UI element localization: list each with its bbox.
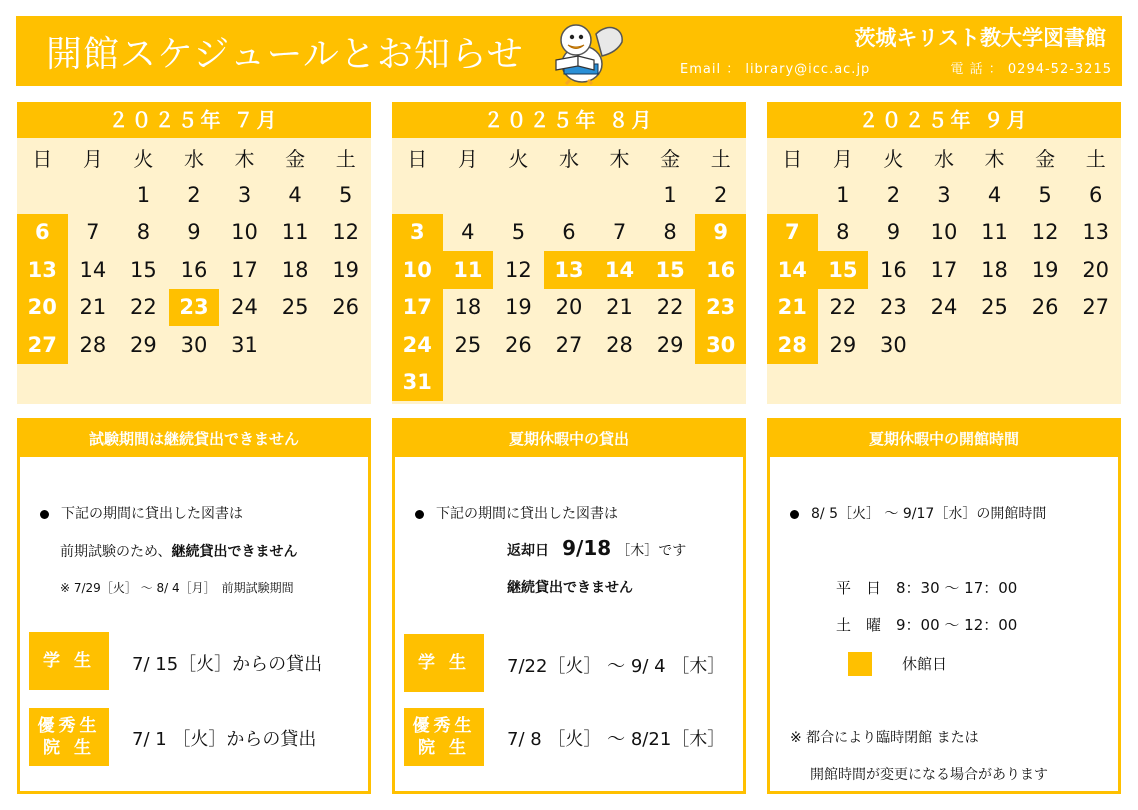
day-cell: 19 bbox=[1031, 257, 1059, 282]
calendar-grid bbox=[17, 138, 371, 364]
library-name: 茨城キリスト教大学図書館 bbox=[854, 26, 1106, 50]
return-date: 9/18 bbox=[562, 536, 612, 560]
box-title: 夏期休暇中の貸出 bbox=[395, 421, 743, 457]
empty-day-cell bbox=[767, 176, 818, 214]
day-cell: 15 bbox=[818, 251, 869, 289]
day-cell: 4 bbox=[987, 182, 1002, 207]
day-cell: 9 bbox=[695, 214, 746, 252]
weekday-row bbox=[392, 138, 746, 176]
day-cell: 17 bbox=[392, 289, 443, 327]
calendar-title: ２０２５年 ８月 bbox=[392, 102, 746, 138]
weekday-hours: 平 日 8：30 ～ 17：00 bbox=[836, 579, 1018, 597]
week-row bbox=[392, 214, 746, 252]
weekday-header: 金 bbox=[660, 146, 681, 171]
day-cell: 22 bbox=[656, 295, 684, 320]
calendar-title: ２０２５年 ９月 bbox=[767, 102, 1121, 138]
day-cell: 29 bbox=[130, 332, 157, 357]
student-loan-period: 7/22［火］ ～ 9/ 4 ［木］ bbox=[507, 656, 726, 677]
return-day: ［木］です bbox=[616, 543, 687, 559]
day-cell: 19 bbox=[332, 257, 360, 282]
student-loan-text: 7/ 15［火］からの貸出 bbox=[132, 654, 323, 675]
day-cell: 18 bbox=[981, 257, 1008, 282]
day-cell: 26 bbox=[505, 332, 532, 357]
day-cell: 17 bbox=[231, 257, 258, 282]
day-cell: 29 bbox=[829, 332, 857, 357]
box-line: 下記の期間に貸出した図書は bbox=[415, 503, 618, 523]
day-cell: 9 bbox=[187, 220, 201, 245]
page-title: 開館スケジュールとお知らせ bbox=[46, 34, 524, 75]
empty-day-cell bbox=[1070, 326, 1121, 364]
week-row bbox=[767, 176, 1121, 214]
day-cell: 4 bbox=[461, 220, 475, 245]
empty-day-cell bbox=[443, 364, 494, 402]
box-emphasis: 継続貸出できません bbox=[507, 580, 633, 596]
box-line: 8/ 5［火］ ～ 9/17［水］の開館時間 bbox=[790, 503, 1046, 523]
week-row bbox=[392, 326, 746, 364]
weekday-header: 木 bbox=[984, 146, 1005, 171]
day-cell: 3 bbox=[392, 214, 443, 252]
day-cell: 3 bbox=[237, 182, 252, 207]
day-cell: 11 bbox=[281, 220, 309, 245]
day-cell: 28 bbox=[606, 332, 633, 357]
day-cell: 11 bbox=[443, 251, 494, 289]
day-cell: 25 bbox=[981, 295, 1008, 320]
day-cell: 23 bbox=[169, 289, 220, 327]
day-cell: 10 bbox=[930, 220, 958, 245]
calendar-september bbox=[767, 102, 1121, 404]
day-cell: 2 bbox=[187, 182, 201, 207]
day-cell: 12 bbox=[1031, 220, 1059, 245]
weekday-header: 火 bbox=[133, 146, 154, 171]
day-cell: 1 bbox=[663, 182, 677, 207]
summer-hours-notice bbox=[767, 418, 1121, 794]
day-cell: 31 bbox=[392, 364, 443, 402]
day-cell: 5 bbox=[339, 182, 353, 207]
day-cell: 14 bbox=[767, 251, 818, 289]
weekday-header: 月 bbox=[82, 146, 103, 171]
empty-day-cell bbox=[68, 176, 119, 214]
day-cell: 7 bbox=[767, 214, 818, 252]
day-cell: 20 bbox=[1082, 257, 1110, 282]
day-cell: 26 bbox=[1031, 295, 1059, 320]
day-cell: 10 bbox=[392, 251, 443, 289]
day-cell: 24 bbox=[231, 295, 258, 320]
day-cell: 30 bbox=[695, 326, 746, 364]
empty-day-cell bbox=[544, 176, 595, 214]
box-emphasis: 継続貸出できません bbox=[171, 544, 298, 560]
weekday-header: 日 bbox=[32, 146, 53, 171]
day-cell: 27 bbox=[17, 326, 68, 364]
box-line: 下記の期間に貸出した図書は bbox=[40, 503, 243, 523]
empty-day-cell bbox=[695, 364, 746, 402]
day-cell: 13 bbox=[17, 251, 68, 289]
day-cell: 21 bbox=[606, 295, 633, 320]
week-row bbox=[767, 214, 1121, 252]
day-cell: 3 bbox=[937, 182, 951, 207]
grad-loan-text: 7/ 1 ［火］からの貸出 bbox=[132, 729, 317, 750]
day-cell: 21 bbox=[79, 295, 107, 320]
day-cell: 21 bbox=[767, 289, 818, 327]
student-tag: 学 生 bbox=[29, 632, 109, 690]
note-line: ※ 都合により臨時閉館 または bbox=[790, 730, 979, 746]
weekday-header: 火 bbox=[883, 146, 904, 171]
day-cell: 17 bbox=[930, 257, 958, 282]
empty-day-cell bbox=[17, 176, 68, 214]
day-cell: 23 bbox=[880, 295, 907, 320]
empty-day-cell bbox=[443, 176, 494, 214]
empty-day-cell bbox=[392, 176, 443, 214]
empty-day-cell bbox=[493, 176, 544, 214]
day-cell: 18 bbox=[454, 295, 482, 320]
weekday-header: 土 bbox=[710, 146, 731, 171]
day-cell: 28 bbox=[767, 326, 818, 364]
day-cell: 6 bbox=[562, 220, 576, 245]
weekday-header: 水 bbox=[933, 146, 954, 171]
day-cell: 20 bbox=[17, 289, 68, 327]
note-line: 開館時間が変更になる場合があります bbox=[810, 767, 1048, 783]
day-cell: 4 bbox=[288, 182, 302, 207]
week-row bbox=[17, 289, 371, 327]
weekday-header: 月 bbox=[457, 146, 478, 171]
summer-loan-notice bbox=[392, 418, 746, 794]
weekday-header: 土 bbox=[1085, 146, 1106, 171]
weekday-header: 日 bbox=[407, 146, 428, 171]
day-cell: 1 bbox=[136, 182, 151, 207]
week-row bbox=[392, 289, 746, 327]
empty-day-cell bbox=[544, 364, 595, 402]
week-row bbox=[17, 176, 371, 214]
day-cell: 31 bbox=[231, 332, 258, 357]
day-cell: 2 bbox=[714, 182, 728, 207]
grad-tag-line2: 院 生 bbox=[43, 738, 95, 758]
week-row bbox=[392, 176, 746, 214]
day-cell: 25 bbox=[281, 295, 309, 320]
day-cell: 25 bbox=[454, 332, 482, 357]
weekday-header: 金 bbox=[1035, 146, 1056, 171]
closed-legend-swatch bbox=[848, 652, 872, 676]
empty-day-cell bbox=[645, 364, 696, 402]
day-cell: 5 bbox=[511, 220, 526, 245]
day-cell: 8 bbox=[836, 220, 850, 245]
day-cell: 13 bbox=[544, 251, 595, 289]
grad-tag-line1: 優秀生 bbox=[37, 715, 101, 736]
phone-contact: 電 話 ： 0294-52-3215 bbox=[950, 62, 1112, 77]
day-cell: 22 bbox=[829, 295, 857, 320]
empty-day-cell bbox=[320, 326, 371, 364]
day-cell: 7 bbox=[86, 220, 100, 245]
day-cell: 18 bbox=[281, 257, 309, 282]
empty-day-cell bbox=[270, 326, 321, 364]
week-row bbox=[17, 326, 371, 364]
empty-day-cell bbox=[1020, 326, 1071, 364]
day-cell: 9 bbox=[886, 220, 901, 245]
grad-tag bbox=[29, 708, 109, 766]
week-row bbox=[767, 251, 1121, 289]
day-cell: 27 bbox=[1082, 295, 1110, 320]
closed-legend-label: 休館日 bbox=[902, 655, 948, 673]
calendar-grid bbox=[392, 138, 746, 401]
day-cell: 8 bbox=[663, 220, 677, 245]
grad-tag-line2: 院 生 bbox=[418, 738, 470, 758]
exam-period-notice bbox=[17, 418, 371, 794]
day-cell: 13 bbox=[1082, 220, 1110, 245]
day-cell: 6 bbox=[1089, 182, 1103, 207]
week-row bbox=[392, 364, 746, 402]
day-cell: 26 bbox=[332, 295, 360, 320]
day-cell: 10 bbox=[231, 220, 258, 245]
empty-day-cell bbox=[969, 326, 1020, 364]
day-cell: 28 bbox=[79, 332, 107, 357]
weekday-header: 火 bbox=[508, 146, 529, 171]
weekday-header: 日 bbox=[782, 146, 803, 171]
week-row bbox=[17, 214, 371, 252]
calendar-title: ２０２５年 ７月 bbox=[17, 102, 371, 138]
day-cell: 29 bbox=[656, 332, 684, 357]
day-cell: 23 bbox=[695, 289, 746, 327]
day-cell: 12 bbox=[332, 220, 360, 245]
header-banner bbox=[16, 16, 1122, 86]
return-label: 返却日 bbox=[507, 543, 549, 559]
week-row bbox=[17, 251, 371, 289]
box-text: 前期試験のため、 bbox=[60, 544, 172, 560]
empty-day-cell bbox=[594, 364, 645, 402]
day-cell: 24 bbox=[392, 326, 443, 364]
day-cell: 14 bbox=[594, 251, 645, 289]
day-cell: 30 bbox=[880, 332, 907, 357]
day-cell: 1 bbox=[836, 182, 850, 207]
day-cell: 16 bbox=[695, 251, 746, 289]
weekday-header: 土 bbox=[335, 146, 356, 171]
box-title: 夏期休暇中の開館時間 bbox=[770, 421, 1118, 457]
day-cell: 6 bbox=[17, 214, 68, 252]
day-cell: 20 bbox=[555, 295, 583, 320]
week-row bbox=[767, 326, 1121, 364]
grad-loan-period: 7/ 8 ［火］ ～ 8/21［木］ bbox=[507, 729, 726, 750]
day-cell: 15 bbox=[645, 251, 696, 289]
day-cell: 8 bbox=[136, 220, 151, 245]
week-row bbox=[392, 251, 746, 289]
day-cell: 14 bbox=[79, 257, 107, 282]
empty-day-cell bbox=[493, 364, 544, 402]
exam-period-note: ※ 7/29［火］ ～ 8/ 4［月］ 前期試験期間 bbox=[60, 581, 294, 595]
day-cell: 16 bbox=[880, 257, 907, 282]
return-date-line bbox=[507, 536, 686, 560]
weekday-header: 木 bbox=[609, 146, 630, 171]
weekday-header: 月 bbox=[832, 146, 853, 171]
week-row bbox=[767, 289, 1121, 327]
day-cell: 2 bbox=[886, 182, 901, 207]
day-cell: 19 bbox=[505, 295, 532, 320]
day-cell: 7 bbox=[612, 220, 627, 245]
day-cell: 12 bbox=[505, 257, 532, 282]
day-cell: 11 bbox=[981, 220, 1008, 245]
weekday-header: 金 bbox=[285, 146, 306, 171]
saturday-hours: 土 曜 9：00 ～ 12：00 bbox=[836, 616, 1018, 634]
weekday-row bbox=[17, 138, 371, 176]
day-cell: 30 bbox=[180, 332, 208, 357]
calendar-grid bbox=[767, 138, 1121, 364]
calendar-july bbox=[17, 102, 371, 404]
student-tag: 学 生 bbox=[404, 634, 484, 692]
day-cell: 5 bbox=[1038, 182, 1052, 207]
empty-day-cell bbox=[919, 326, 970, 364]
day-cell: 22 bbox=[130, 295, 157, 320]
empty-day-cell bbox=[594, 176, 645, 214]
weekday-header: 水 bbox=[558, 146, 579, 171]
bird-mascot-icon bbox=[548, 20, 628, 86]
email-contact[interactable]: Email ： library@icc.ac.jp bbox=[680, 62, 871, 77]
day-cell: 24 bbox=[930, 295, 958, 320]
day-cell: 16 bbox=[180, 257, 208, 282]
day-cell: 15 bbox=[130, 257, 157, 282]
box-line bbox=[60, 541, 297, 561]
weekday-header: 水 bbox=[183, 146, 204, 171]
weekday-row bbox=[767, 138, 1121, 176]
weekday-header: 木 bbox=[234, 146, 255, 171]
calendar-august bbox=[392, 102, 746, 404]
day-cell: 27 bbox=[555, 332, 583, 357]
box-title: 試験期間は継続貸出できません bbox=[20, 421, 368, 457]
grad-tag-line1: 優秀生 bbox=[412, 715, 476, 736]
grad-tag bbox=[404, 708, 484, 766]
